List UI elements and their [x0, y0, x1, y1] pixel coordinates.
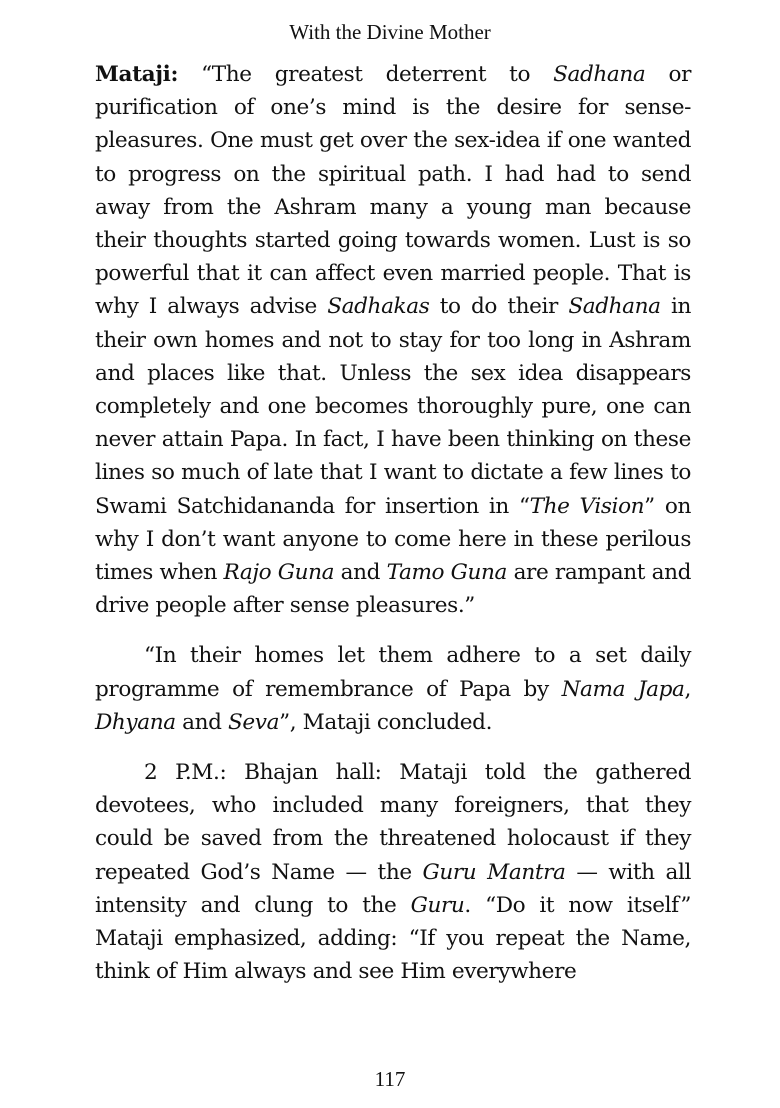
text-run: “The greatest deterrent to	[178, 62, 554, 87]
text-run: or purification of one’s mind is the desire for sense-pleasures. One must get over the sex-idea if one wanted to progress on the spiritual path. I had had to send away from the Ashram many a young man because their thoughts started going towards women. Lust is so powerful that it can affect even married people. That is why I always advise	[95, 62, 691, 320]
text-run: — with all intensity and clung to the	[95, 859, 691, 918]
italic-term: Rajo Guna	[223, 560, 335, 586]
italic-term: Tamo Guna	[386, 560, 508, 586]
page-number: 117	[374, 1067, 406, 1091]
text-run: are rampant and drive people after sense pleasures.”	[95, 560, 692, 619]
text-run: ,	[684, 676, 691, 702]
italic-term: Sadhana	[568, 294, 661, 320]
italic-term: Seva	[228, 709, 280, 735]
body-text	[95, 58, 691, 988]
italic-term: Dhyana	[95, 709, 176, 735]
paragraph-bhajan-hall	[95, 756, 691, 988]
paragraph-mataji-quote	[95, 58, 691, 622]
italic-term: Guru Mantra	[422, 859, 566, 885]
italic-title: The Vision	[529, 493, 645, 519]
italic-term: Sadhakas	[327, 294, 430, 320]
text-run: to do their	[429, 294, 569, 320]
speaker-label: Mataji:	[95, 62, 179, 87]
text-run: and	[175, 709, 229, 735]
text-run: “In their homes let them adhere to a set daily programme of remembrance of Papa by	[95, 643, 691, 702]
italic-term: Sadhana	[553, 62, 646, 87]
text-run: . “Do it now itself” Mataji emphasized, adding: “If you repeat the Name, think of Him always and see Him everywhere	[95, 892, 691, 985]
running-head: With the Divine Mother	[289, 20, 491, 44]
paragraph-daily-programme	[95, 639, 691, 739]
text-run: ” on why I don’t want anyone to come here in these perilous times when	[95, 493, 691, 586]
text-run: and	[334, 560, 387, 586]
text-run: ”, Mataji concluded.	[279, 709, 493, 735]
italic-term: Nama Japa	[561, 676, 685, 702]
italic-term: Guru	[410, 892, 465, 918]
text-run: 2 P.M.: Bhajan hall: Mataji told the gathered devotees, who included many foreigners, that they could be saved from the threatened holocaust if they repeated God’s Name — the	[95, 760, 691, 885]
text-run: in their own homes and not to stay for too long in Ashram and places like that. Unless the sex idea disappears completely and one becomes thoroughly pure, one can never attain Papa. In fact, I have been thinking on these lines so much of late that I want to dictate a few lines to Swami Satchidananda for insertion in “	[95, 294, 691, 519]
